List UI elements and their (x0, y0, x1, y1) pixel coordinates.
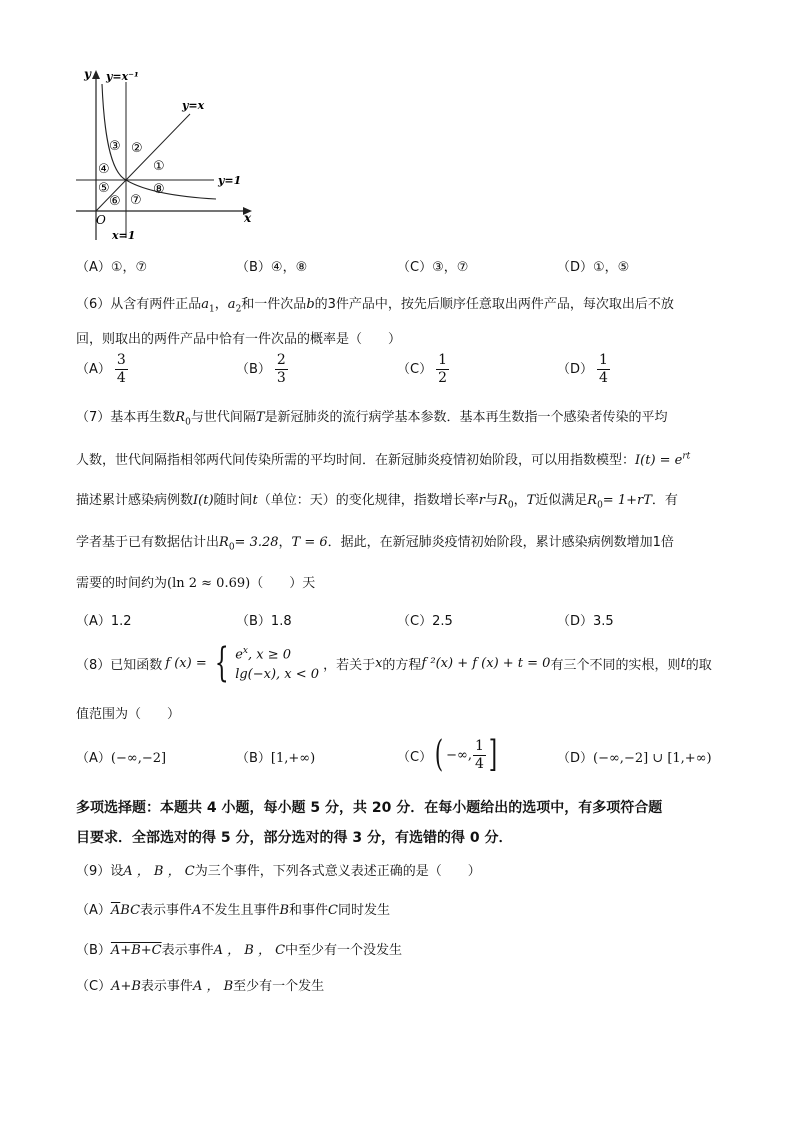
q7-line5: 需要的时间约为(ln 2 ≈ 0.69)（ ）天 (76, 576, 316, 591)
q7-line1: （7）基本再生数$R_0$与世代间隔T是新冠肺炎的流行病学基本参数．基本再生数指一个感染者传染的平均 (76, 410, 668, 428)
region-7: ⑦ (130, 193, 142, 208)
vline-label: x=1 (112, 229, 136, 242)
section-header-line1: 多项选择题：本题共 4 小题，每小题 5 分，共 20 分．在每小题给出的选项中，有多项符合题 (76, 800, 663, 816)
origin-label: O (96, 213, 106, 227)
curve-label: y=x⁻¹ (106, 70, 139, 83)
piecewise-cases: $e^x$, x ≥ 0 lg(−x), x < 0 (235, 645, 320, 683)
region-8: ⑧ (153, 182, 165, 197)
q9-option-a[interactable]: $(A)\overline{A}BC$表示事件A不发生且事件B和事件C同时发生 (76, 903, 391, 918)
q6-option-c[interactable]: （C） $\frac{1}{2}$ (397, 352, 447, 386)
q7-line4: 学者基于已有数据估计出$R_0= 3.28$，T = 6．据此，在新冠肺炎疫情初始阶段，累计感染病例数增加1倍 (76, 535, 674, 553)
q6-option-d[interactable]: （D） $\frac{1}{4}$ (557, 352, 608, 386)
region-1: ① (153, 159, 165, 174)
q7-option-d[interactable]: （D）3.5 (557, 614, 614, 629)
q6-stem-line2: 回，则取出的两件产品中恰有一件次品的概率是（ ） (76, 332, 402, 347)
piecewise-brace: { (214, 640, 229, 686)
region-6: ⑥ (109, 194, 121, 209)
q9-stem: （9）设A ， B ， C为三个事件，下列各式意义表述正确的是（ ） (76, 864, 481, 879)
y-axis-arrow (92, 70, 100, 79)
q7-option-c[interactable]: （C）2.5 (397, 614, 453, 629)
q7-option-b[interactable]: （B）1.8 (236, 614, 292, 629)
diagonal-label: y=x (182, 99, 205, 112)
q5-option-a[interactable]: （A）①，⑦ (76, 260, 148, 275)
function-region-figure (60, 62, 270, 244)
q8-option-b[interactable]: （B）[1,+∞) (236, 751, 316, 766)
fraction: $\frac{1}{4}$ (474, 737, 484, 772)
q9-option-b[interactable]: （B）A+B+C表示事件A ， B ， C中至少有一个没发生 (76, 943, 403, 958)
q6-option-a[interactable]: （A） $\frac{3}{4}$ (76, 352, 126, 386)
q5-option-b[interactable]: （B）④，⑧ (236, 260, 308, 275)
region-5: ⑤ (98, 181, 110, 196)
section-header-line2: 目要求．全部选对的得 5 分，部分选对的得 3 分，有选错的得 0 分． (76, 830, 513, 846)
q7-option-a[interactable]: （A）1.2 (76, 614, 132, 629)
region-4: ④ (98, 162, 110, 177)
region-2: ② (131, 141, 143, 156)
q9-option-c[interactable]: （C）A+B表示事件A ， B至少有一个发生 (76, 979, 325, 994)
y-axis-label: y (84, 67, 91, 81)
hline-label: y=1 (218, 174, 242, 187)
q8-option-a[interactable]: （A）(−∞,−2] (76, 751, 167, 766)
x-axis-label: x (244, 211, 252, 225)
region-3: ③ (109, 139, 121, 154)
fraction: $\frac{3}{4}$ (116, 352, 126, 386)
fraction: $\frac{1}{4}$ (599, 352, 608, 386)
q8-line1: （8）已知函数 f (x) = { $e^x$, x ≥ 0 lg(−x), x < 0 ，若关于 x 的方程 f ²(x) + f (x) + t = 0 有三个不同的实根，则 t 的取 (76, 640, 712, 686)
q7-line2: 人数，世代间隔指相邻两代间传染所需的平均时间．在新冠肺炎疫情初始阶段，可以用指数模型：$I(t) = e^{rt}$ (76, 451, 691, 468)
q8-line2: 值范围为（ ） (76, 707, 181, 722)
q6-option-b[interactable]: （B） $\frac{2}{3}$ (236, 352, 286, 386)
q5-option-c[interactable]: （C）③，⑦ (397, 260, 469, 275)
fraction: $\frac{1}{2}$ (438, 352, 447, 386)
q6-stem-line1: （6）从含有两件正品$a_1$，$a_2$和一件次品b的3件产品中，按先后顺序任意取出两件产品，每次取出后不放 (76, 297, 674, 315)
q8-option-d[interactable]: （D）(−∞,−2] ∪ [1,+∞) (557, 751, 712, 766)
q7-line3: 描述累计感染病例数I(t)随时间t（单位：天）的变化规律，指数增长率r与$R_0$，T近似满足$R_0= 1+rT$．有 (76, 493, 678, 511)
fraction: $\frac{2}{3}$ (276, 352, 286, 386)
q5-option-d[interactable]: （D）①，⑤ (557, 260, 630, 275)
q8-option-c[interactable]: （C） ( −∞, $\frac{1}{4}$ ] (397, 734, 498, 775)
